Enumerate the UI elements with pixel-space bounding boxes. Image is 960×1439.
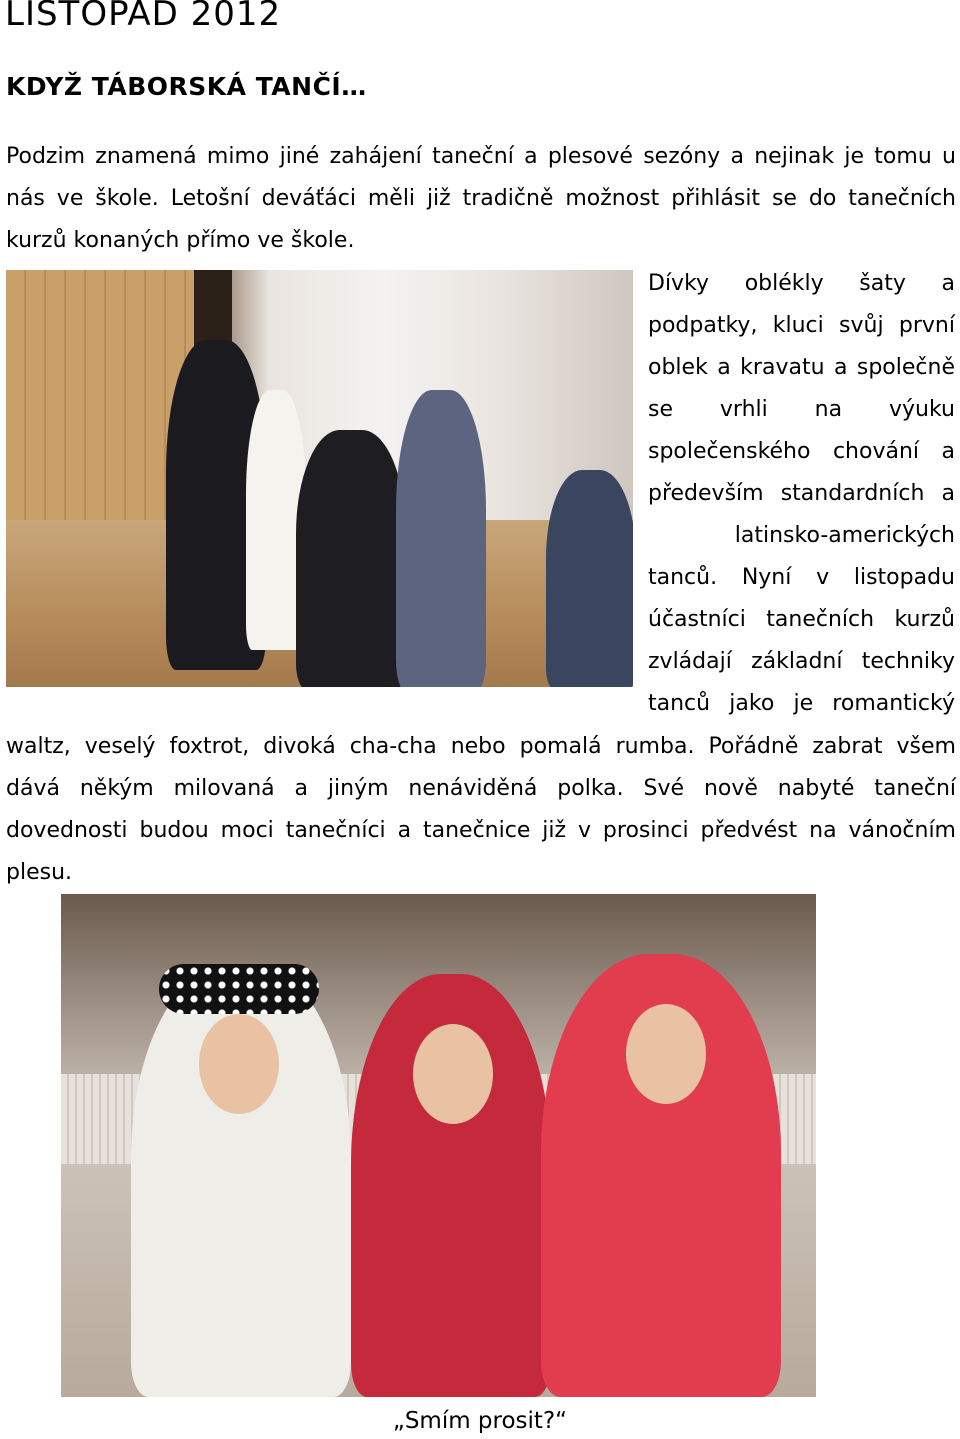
column-line: účastníci tanečních kurzů [648, 607, 955, 632]
body-line: dává někým milovaná a jiným nenáviděná polka. Své nově nabyté taneční [6, 776, 956, 801]
dancer [396, 390, 486, 687]
column-line: tanců jako je romantický [648, 691, 955, 716]
column-line: tanců. Nyní v listopadu [648, 565, 955, 590]
column-line: zvládají základní techniky [648, 649, 955, 674]
column-line: společenského chování a [648, 439, 955, 464]
three-girls-photo [61, 894, 816, 1397]
column-line: především standardních a [648, 481, 955, 506]
article-heading: KDYŽ TÁBORSKÁ TANČÍ… [6, 72, 367, 101]
document-title: LISTOPAD 2012 [5, 0, 282, 34]
column-line: latinsko-amerických [734, 523, 955, 548]
column-line: podpatky, kluci svůj první [648, 313, 955, 338]
intro-line: kurzů konaných přímo ve škole. [6, 228, 355, 253]
column-line: Dívky oblékly šaty a [648, 271, 955, 296]
column-line: oblek a kravatu a společně [648, 355, 955, 380]
body-line: dovednosti budou moci tanečníci a tanečnice již v prosinci předvést na vánočním [6, 818, 956, 843]
body-line: waltz, veselý foxtrot, divoká cha-cha nebo pomalá rumba. Pořádně zabrat všem [6, 734, 956, 759]
intro-line: Podzim znamená mimo jiné zahájení taneční a plesové sezóny a nejinak je tomu u [6, 144, 956, 169]
intro-line: nás ve škole. Letošní deváťáci měli již tradičně možnost přihlásit se do tanečních [6, 186, 956, 211]
face [413, 1024, 493, 1124]
photo-caption: „Smím prosit?“ [392, 1408, 568, 1434]
dancer [296, 430, 406, 687]
column-line: se vrhli na výuku [648, 397, 955, 422]
body-line: plesu. [6, 860, 73, 885]
polka-dot-bow [159, 964, 319, 1014]
face [626, 1004, 706, 1104]
dancer [546, 470, 633, 687]
face [199, 1014, 279, 1114]
dance-class-photo [6, 270, 633, 687]
